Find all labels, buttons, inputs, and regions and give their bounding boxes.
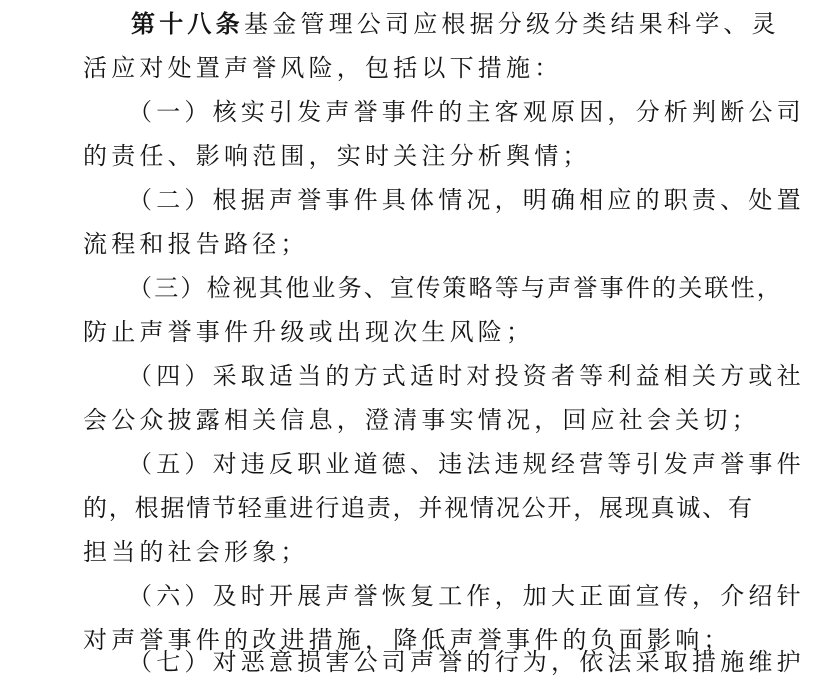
- list-item-3: （三）检视其他业务、宣传策略等与声誉事件的关联性，: [128, 274, 783, 302]
- text-line: [0, 178, 832, 222]
- list-item-6: （六）及时开展声誉恢复工作，加大正面宣传，介绍针: [128, 582, 805, 610]
- text-line: [0, 266, 832, 310]
- text-line: [0, 354, 832, 398]
- text-line: [0, 530, 832, 574]
- paragraph-text: 对声誉事件的改进措施，降低声誉事件的负面影响；: [83, 626, 732, 654]
- paragraph-text: 防止声誉事件升级或出现次生风险；: [83, 318, 535, 346]
- text-line: [0, 46, 832, 90]
- text-line: [0, 442, 832, 486]
- list-item-2: （二）根据声誉事件具体情况，明确相应的职责、处置: [128, 186, 805, 214]
- list-item-4: （四）采取适当的方式适时对投资者等利益相关方或社: [128, 362, 805, 390]
- paragraph-text: 流程和报告路径；: [83, 230, 309, 258]
- text-line: [0, 310, 832, 354]
- list-item-5: （五）对违反职业道德、违法违规经营等引发声誉事件: [128, 450, 805, 478]
- paragraph-text: 的，根据情节轻重进行追责，并视情况公开，展现真诚、有: [83, 494, 754, 522]
- paragraph-text: 活应对处置声誉风险，包括以下措施：: [83, 54, 563, 82]
- paragraph-text: 的责任、影响范围，实时关注分析舆情；: [83, 142, 591, 170]
- text-line: [0, 486, 832, 530]
- text-line: [0, 134, 832, 178]
- paragraph-text: 担当的社会形象；: [83, 538, 309, 566]
- text-line: [0, 222, 832, 266]
- text-line: [0, 574, 832, 618]
- text-line: [0, 2, 832, 46]
- list-item-7: （七）对恶意损害公司声誉的行为，依法采取措施维护: [128, 648, 805, 676]
- article-heading: 第十八条: [131, 9, 244, 38]
- text-line: [0, 398, 832, 442]
- text-line: [0, 640, 832, 684]
- paragraph-text: 会公众披露相关信息，澄清事实情况，回应社会关切；: [83, 406, 760, 434]
- list-item-1: （一）核实引发声誉事件的主客观原因，分析判断公司: [128, 98, 805, 126]
- article-first-line: 基金管理公司应根据分级分类结果科学、灵: [244, 10, 780, 38]
- text-line: [0, 90, 832, 134]
